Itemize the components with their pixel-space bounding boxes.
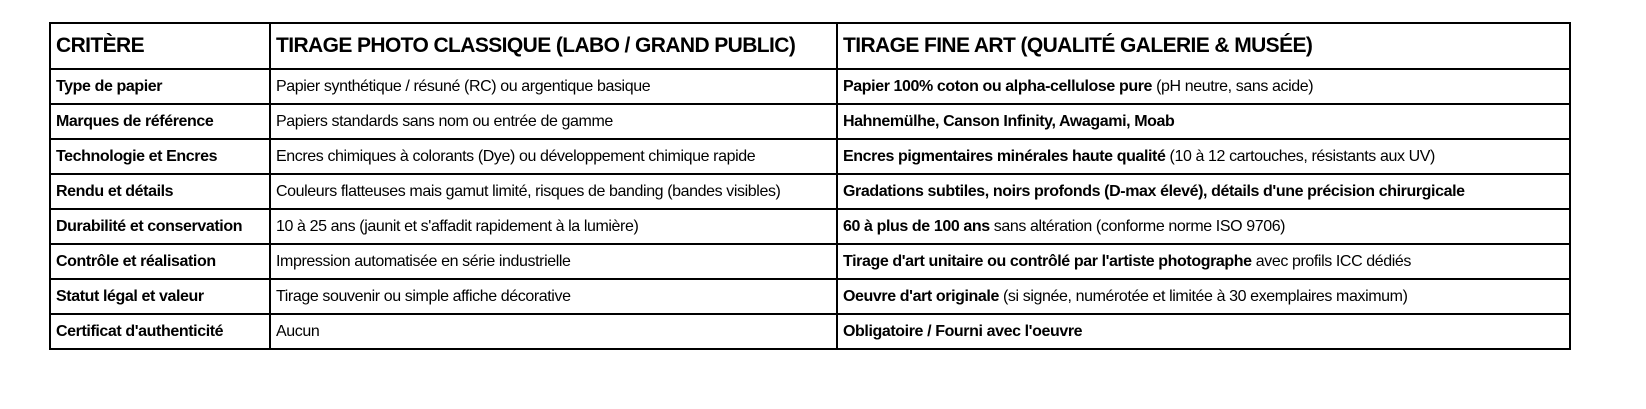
header-criterion: CRITÈRE [50,23,270,69]
fine-art-highlight: 60 à plus de 100 ans [843,217,990,235]
fine-art-highlight: Hahnemülhe, Canson Infinity, Awagami, Moab [843,112,1175,130]
fine-art-cell [837,174,1570,209]
criterion-cell: Marques de référence [50,104,270,139]
classic-cell: Papiers standards sans nom ou entrée de gamme [270,104,837,139]
classic-cell: Papier synthétique / résuné (RC) ou argentique basique [270,69,837,104]
table-row [50,139,1570,174]
classic-cell: Couleurs flatteuses mais gamut limité, risques de banding (bandes visibles) [270,174,837,209]
fine-art-highlight: Obligatoire / Fourni avec l'oeuvre [843,322,1083,340]
classic-cell: Tirage souvenir ou simple affiche décorative [270,279,837,314]
fine-art-highlight: Papier 100% coton ou alpha-cellulose pure [843,77,1153,95]
criterion-cell: Type de papier [50,69,270,104]
fine-art-cell [837,244,1570,279]
fine-art-cell [837,314,1570,349]
criterion-cell: Rendu et détails [50,174,270,209]
fine-art-detail: avec profils ICC dédiés [1251,252,1412,270]
comparison-table [49,22,1571,350]
fine-art-detail: (10 à 12 cartouches, résistants aux UV) [1165,147,1435,165]
fine-art-cell [837,209,1570,244]
criterion-cell: Technologie et Encres [50,139,270,174]
fine-art-detail: sans altération (conforme norme ISO 9706) [989,217,1286,235]
table-row [50,104,1570,139]
classic-cell: 10 à 25 ans (jaunit et s'affadit rapidement à la lumière) [270,209,837,244]
fine-art-cell [837,139,1570,174]
fine-art-cell [837,279,1570,314]
fine-art-highlight: Oeuvre d'art originale [843,287,999,305]
table-row [50,209,1570,244]
classic-cell: Encres chimiques à colorants (Dye) ou développement chimique rapide [270,139,837,174]
table-row [50,314,1570,349]
criterion-cell: Contrôle et réalisation [50,244,270,279]
header-classic-print: TIRAGE PHOTO CLASSIQUE (LABO / GRAND PUBLIC) [270,23,837,69]
fine-art-highlight: Encres pigmentaires minérales haute qualité [843,147,1166,165]
header-row [50,23,1570,69]
criterion-cell: Certificat d'authenticité [50,314,270,349]
criterion-cell: Statut légal et valeur [50,279,270,314]
fine-art-cell [837,104,1570,139]
header-fine-art-print: TIRAGE FINE ART (QUALITÉ GALERIE & MUSÉE) [837,23,1570,69]
fine-art-cell [837,69,1570,104]
fine-art-highlight: Gradations subtiles, noirs profonds (D-max élevé), détails d'une précision chirurgicale [843,182,1465,200]
classic-cell: Impression automatisée en série industrielle [270,244,837,279]
table-row [50,279,1570,314]
fine-art-highlight: Tirage d'art unitaire ou contrôlé par l'artiste photographe [843,252,1252,270]
fine-art-detail: (si signée, numérotée et limitée à 30 exemplaires maximum) [998,287,1408,305]
classic-cell: Aucun [270,314,837,349]
table-row [50,69,1570,104]
criterion-cell: Durabilité et conservation [50,209,270,244]
table-row [50,244,1570,279]
fine-art-detail: (pH neutre, sans acide) [1152,77,1314,95]
table-row [50,174,1570,209]
